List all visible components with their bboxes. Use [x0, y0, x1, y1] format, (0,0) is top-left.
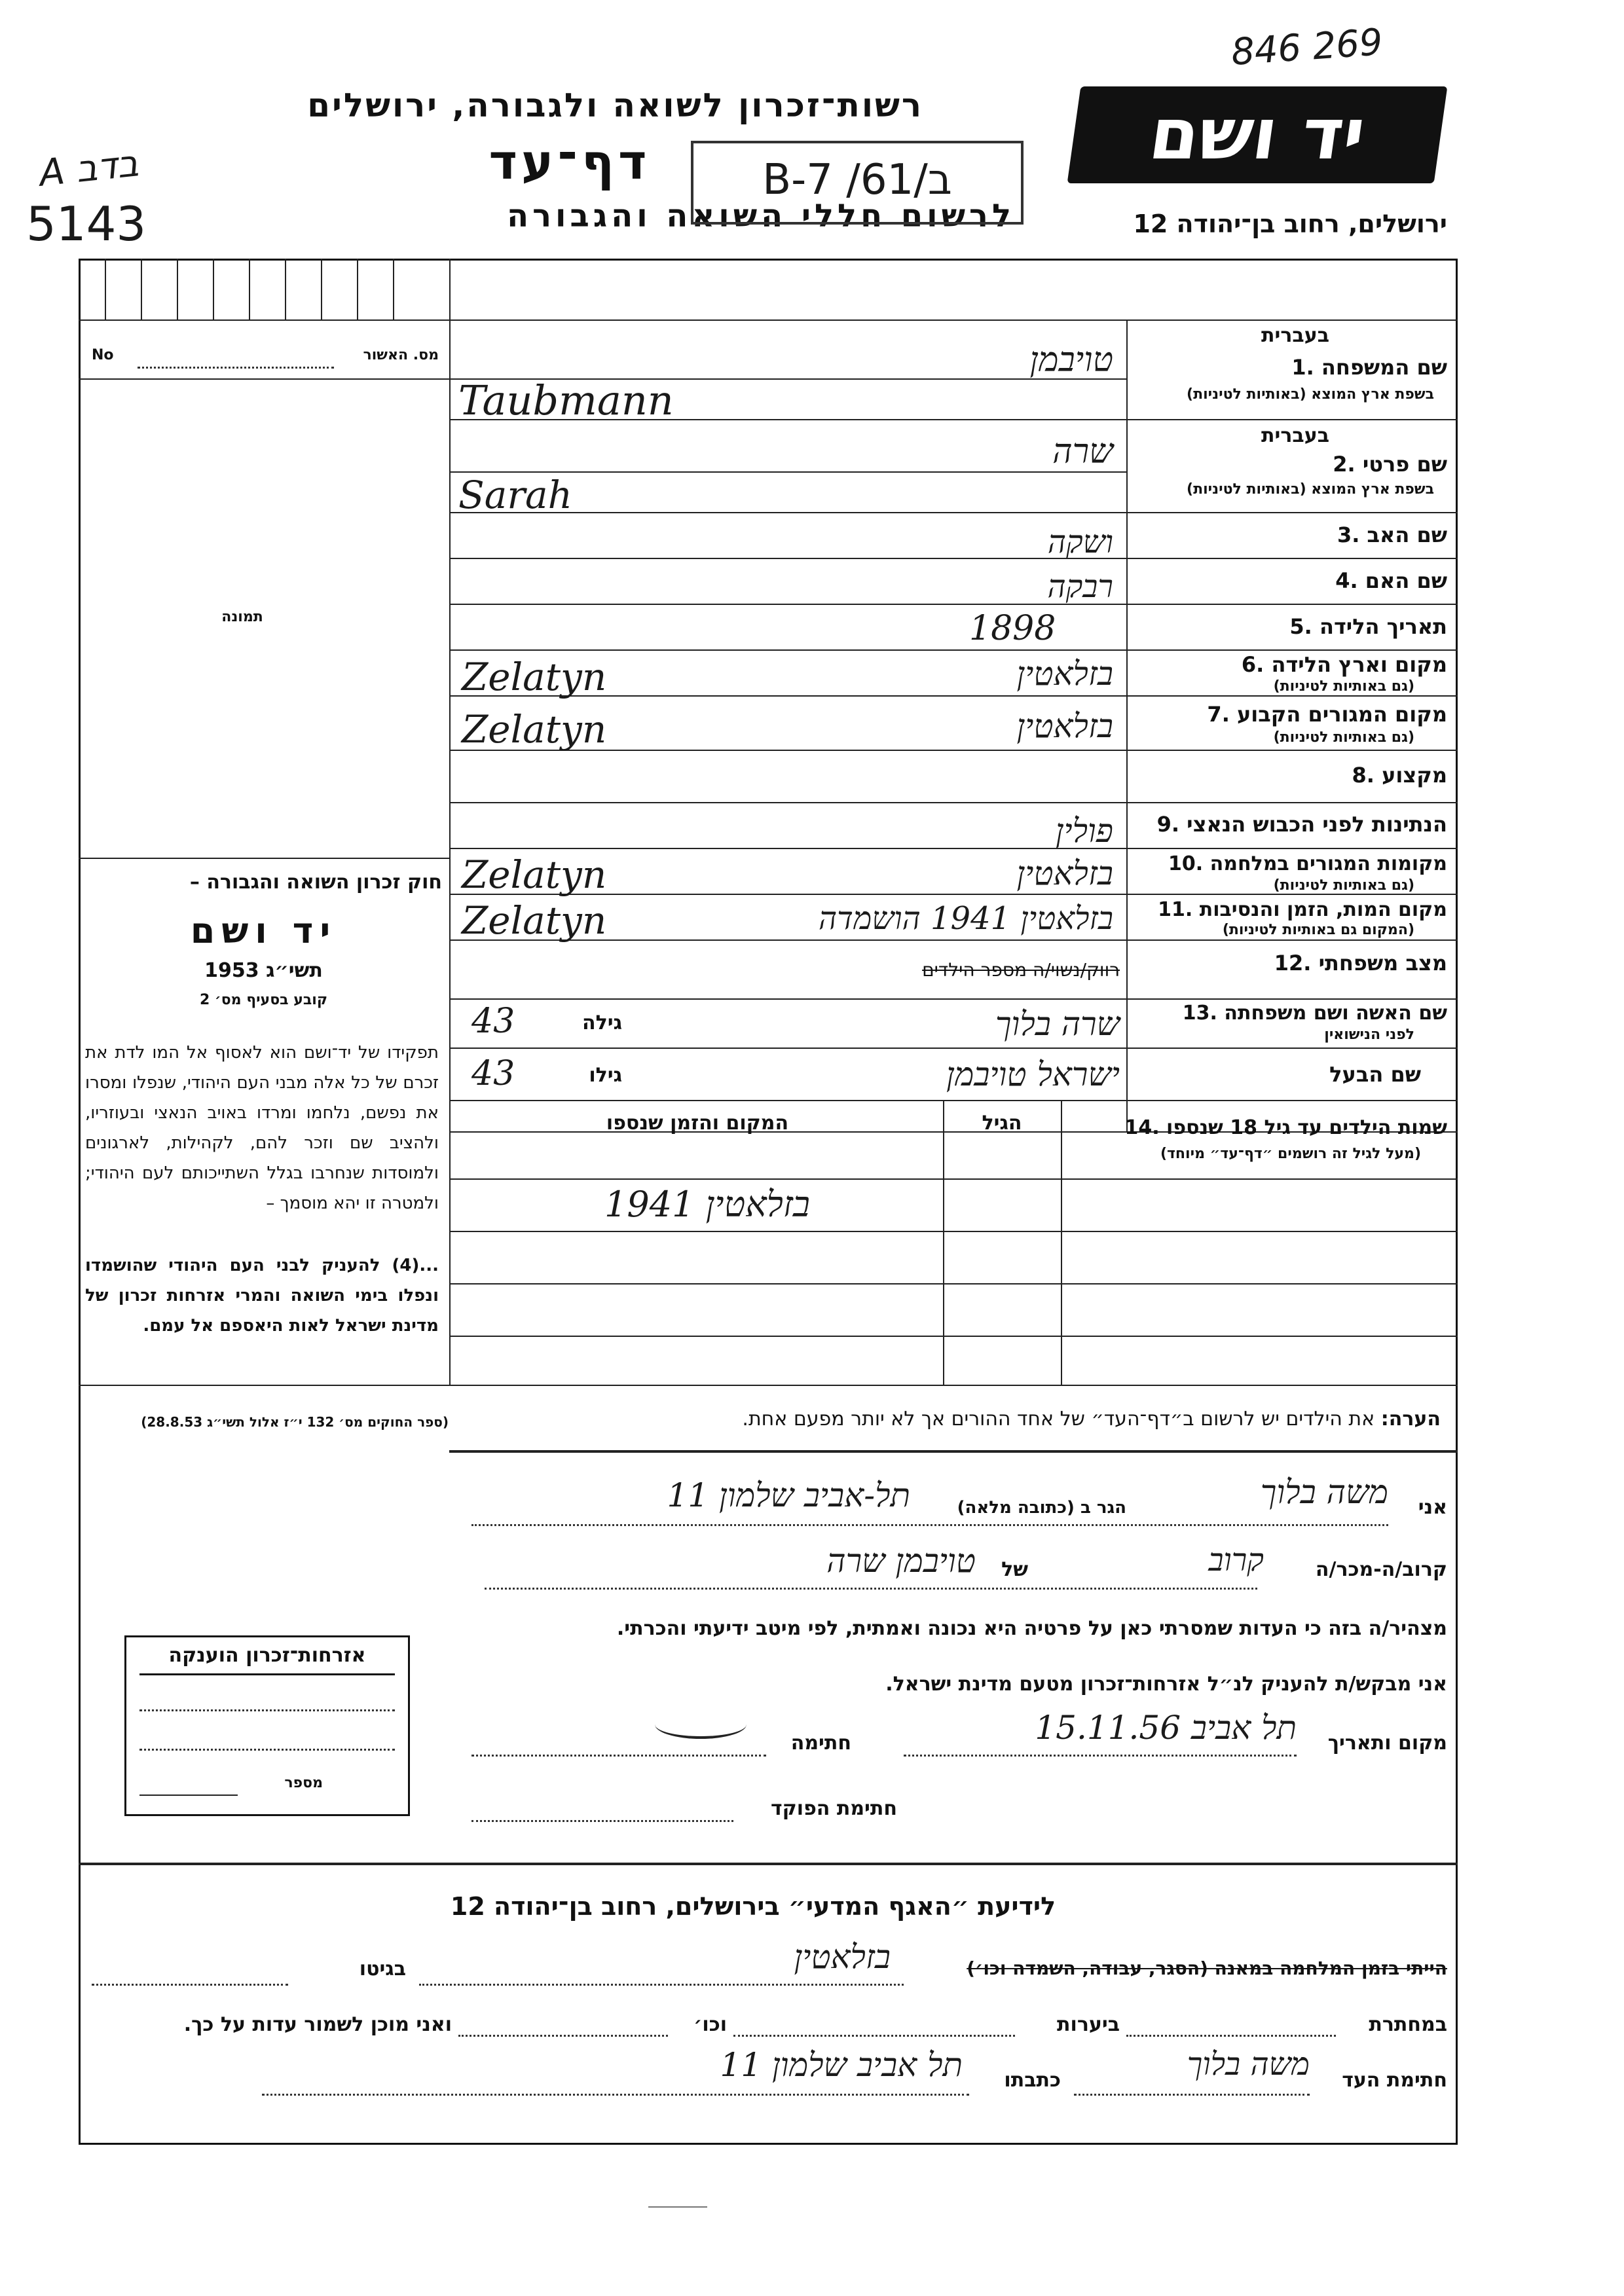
- wife-age-value: 43: [471, 1002, 515, 1041]
- wartime-label: מקומות המגורים במלחמה .10: [1168, 852, 1447, 875]
- children-label: שמות הילדים עד גיל 18 שנספו .14: [1124, 1116, 1447, 1139]
- death-label: מקום המות, הזמן והנסיבות .11: [1158, 898, 1447, 921]
- death-sub: (המקום גם באותיות לטיניות): [1222, 922, 1414, 938]
- firstname-sub: בשפת ארץ המוצא (באותיות לטיניות): [1187, 481, 1434, 498]
- surname-he-value: טויבמן: [1029, 340, 1113, 380]
- death-lat-value: Zelatyn: [462, 898, 607, 943]
- citizenship-box: [124, 1635, 410, 1816]
- father-label-text: שם האב: [1367, 522, 1447, 547]
- archive-line1-value: בזלאטין: [794, 1938, 891, 1976]
- archive-line1-label: הייתי בזמן המלחמה במאנה (הסגר, עבודה, השמדה וכו׳): [967, 1958, 1447, 1979]
- firstname-he-value: שרה: [1052, 432, 1113, 471]
- relation-label: קרוב/ה-מכר/ה: [1315, 1558, 1447, 1581]
- children-place-value: בזלאטין 1941: [604, 1184, 810, 1225]
- circumstances-value: פולין: [1055, 812, 1113, 850]
- archive-line2-end: ואני מוכן לשמור עדות על כך.: [183, 2013, 452, 2036]
- archive-line2-etc: וכו׳: [693, 2013, 727, 2036]
- birthplace-sub: (גם באותיות לטיניות): [1273, 678, 1414, 695]
- archive-line2-label: במחתרת: [1369, 2013, 1447, 2036]
- wife-label: שם האשה ושם משפחתה .13: [1182, 1002, 1447, 1025]
- relation-name: טויבמן שרה: [826, 1542, 976, 1580]
- margin-note-1: A בדב: [37, 142, 141, 195]
- profession-label-text: מקצוע: [1382, 763, 1447, 788]
- children-label-text: שמות הילדים עד גיל 18 שנספו: [1166, 1116, 1447, 1139]
- death-he-value: בזלאטין 1941 הושמדה: [819, 900, 1113, 937]
- wife-value: שרה בלוך: [995, 1005, 1120, 1043]
- corner-number: 846 269: [1230, 21, 1384, 74]
- citizenship-box-title: אזרחות־זכרון הוענקה: [139, 1637, 395, 1675]
- residence-label: מקום המגורים הקבוע .7: [1207, 702, 1447, 727]
- note-line: [458, 1408, 1441, 1430]
- death-label-text: מקום המות, הזמן והנסיבות: [1199, 898, 1447, 921]
- declaration-statement: מצהיר/ה בזה כי העדות שמסרתי כאן על פרטיה היא נכונה ואמתית, לפי מיטב ידיעתי והכרתי.: [616, 1617, 1447, 1640]
- archive-stamp: [691, 141, 1024, 225]
- father-label: שם האב .3: [1337, 522, 1447, 547]
- residence-he-value: בזלאטין: [1016, 707, 1113, 745]
- note-text: את הילדים יש לרשום ב״דף־העד״ של אחד ההורים אך לא יותר מפעם אחת.: [742, 1408, 1375, 1430]
- address-label: כתבתו: [1004, 2069, 1061, 2092]
- logo-address: ירושלים, רחוב בן־יהודה 12: [1133, 210, 1447, 238]
- witness-signature: משה בלוך: [1187, 2046, 1310, 2083]
- law-ref: (ספר החוקים מס׳ 132 י״ז אלול תשי״ג 28.8.53): [141, 1414, 449, 1430]
- declarant-name: משה בלוך: [1260, 1473, 1388, 1511]
- husband-label: שם הבעל: [1329, 1062, 1421, 1087]
- husband-age-label: גילו: [589, 1064, 622, 1087]
- archive-line2-mid: ביערות: [1057, 2013, 1120, 2036]
- birthplace-lat-value: Zelatyn: [462, 655, 607, 699]
- father-value: ושקה: [1047, 524, 1113, 560]
- place-date-label: מקום ותאריך: [1327, 1732, 1447, 1755]
- relation-value: קרוב: [1208, 1542, 1264, 1578]
- photo-label: תמונה: [221, 609, 263, 625]
- husband-value: ישראל טויבמן: [946, 1055, 1120, 1093]
- address-value: תל אביב שלמון 11: [720, 2046, 963, 2084]
- family-status-options: רווק/נשוי/ה מספר הילדים: [922, 959, 1120, 981]
- firstname-lat-value: Sarah: [458, 473, 572, 517]
- surname-label: שם המשפחה .1: [1291, 355, 1447, 380]
- declaration-i: אני: [1418, 1496, 1447, 1519]
- birthdate-label-text: תאריך הלידה: [1319, 614, 1447, 639]
- mother-label-text: שם האם: [1365, 568, 1447, 593]
- wartime-lat-value: Zelatyn: [462, 852, 607, 897]
- surname-label-text: שם המשפחה: [1321, 355, 1447, 380]
- birthplace-label: מקום וארץ הלידה .6: [1241, 652, 1447, 677]
- law-clause: קובע בסעיף מס׳ 2: [199, 992, 328, 1008]
- family-label-text: מצב משפחתי: [1318, 951, 1447, 975]
- birthdate-label: תאריך הלידה .5: [1289, 614, 1447, 639]
- residence-label-text: מקום המגורים הקבוע: [1236, 702, 1447, 727]
- law-year: תשי״ג 1953: [204, 959, 323, 982]
- logo-text: יד ושם: [1144, 94, 1371, 175]
- declarant-address: תל-אביב שלמון 11: [667, 1476, 910, 1514]
- yad-vashem-logo: [1067, 86, 1448, 183]
- circumstances-label: הנתינות לפני הכבוש הנאצי .9: [1156, 812, 1447, 837]
- surname-lat-value: Taubmann: [458, 376, 674, 424]
- firstname-in-hebrew: בעברית: [1261, 424, 1329, 447]
- family-label: מצב משפחתי .12: [1274, 951, 1447, 975]
- org-name: רשות־זכרון לשואה ולגבורה, ירושלים: [307, 86, 923, 124]
- wartime-he-value: בזלאטין: [1016, 854, 1113, 892]
- wartime-label-text: מקומות המגורים במלחמה: [1209, 852, 1447, 875]
- profession-label: מקצוע .8: [1352, 763, 1447, 788]
- archive-title: לידיעת ״האגף המדעי״ בירושלים, רחוב בן־יהודה 12: [450, 1892, 1056, 1921]
- birthdate-value: 1898: [969, 609, 1056, 648]
- stamp-code: B-7 /61/ב: [762, 156, 952, 204]
- surname-sub: בשפת ארץ המוצא (באותיות לטיניות): [1187, 386, 1434, 403]
- firstname-label-text: שם פרטי: [1362, 452, 1447, 477]
- citizenship-box-number: מספר: [284, 1775, 323, 1791]
- margin-note-2: 5143: [26, 196, 147, 251]
- firstname-label: שם פרטי .2: [1333, 452, 1447, 477]
- wife-label-text: שם האשה ושם משפחתה: [1224, 1002, 1447, 1025]
- children-age-header: הגיל: [982, 1112, 1022, 1135]
- children-place-header: המקום והזמן שנספו: [606, 1112, 789, 1135]
- surname-in-hebrew: בעברית: [1261, 324, 1329, 347]
- approval-label: מס. האשור: [363, 347, 439, 363]
- declaration-request: אני מבקש/ת להעניק לנ״ל אזרחות־זכרון מטעם מדינת ישראל.: [885, 1673, 1447, 1696]
- declaration-address-label: הגר ב (כתובה מלאה): [957, 1498, 1126, 1518]
- mother-value: רבקה: [1047, 568, 1113, 605]
- supervisor-signature-label: חתימת הפוקד: [771, 1797, 897, 1820]
- law-name: יד ושם: [190, 910, 337, 951]
- place-date-value: תל אביב 15.11.56: [1035, 1709, 1297, 1747]
- relation-of: של: [1001, 1558, 1028, 1581]
- husband-age-value: 43: [471, 1054, 515, 1093]
- law-text-1: תפקידו של יד־ושם הוא לאסוף אל המו לדת את זכרם של כל אלה מבני העם היהודי, שנפלו ומסרו את נפשם, נלחמו ומרדו באויב הנאצי ובעוזריו, ולהציב שם וזכר להם, לקהילות, לארגונים ולמוסדות שנחרבו בגלל השתייכותם לעם היהודי; ולמטרה זו יהא מוסמך –: [85, 1043, 439, 1213]
- mother-label: שם האם .4: [1335, 568, 1447, 593]
- form-subtitle: לרשום חללי השואה והגבורה: [507, 198, 1015, 234]
- signature-label: חתימה: [790, 1732, 851, 1755]
- law-title: חוק זכרון השואה והגבורה –: [189, 871, 442, 894]
- approval-no: No: [92, 347, 114, 363]
- declarant-signature: [655, 1710, 747, 1739]
- circumstances-label-text: הנתינות לפני הכבוש הנאצי: [1187, 812, 1447, 837]
- children-sub: (מעל לגיל זה רושמים ״דף־עד״ מיוחד): [1160, 1146, 1421, 1162]
- wife-age-label: גילה: [582, 1011, 622, 1034]
- residence-lat-value: Zelatyn: [462, 707, 607, 752]
- note-label: הערה:: [1380, 1408, 1441, 1430]
- wartime-sub: (גם באותיות לטיניות): [1273, 877, 1414, 894]
- form-title: דף־עד: [489, 134, 651, 191]
- birthplace-label-text: מקום וארץ הלידה: [1271, 652, 1447, 677]
- archive-line1-end: בגיטו: [359, 1958, 406, 1980]
- wife-sub: לפני הנישואין: [1324, 1027, 1414, 1043]
- residence-sub: (גם באותיות לטיניות): [1273, 729, 1414, 746]
- witness-label: חתימת העד: [1342, 2069, 1447, 2092]
- birthplace-he-value: בזלאטין: [1016, 655, 1113, 693]
- law-text-2: ...(4) להעניק לבני העם היהודי שהושמדו ונפלו בימי השואה והמרי אזרחות זכרון של מדינת ישראל לאות היאספם אל עמם.: [85, 1256, 439, 1336]
